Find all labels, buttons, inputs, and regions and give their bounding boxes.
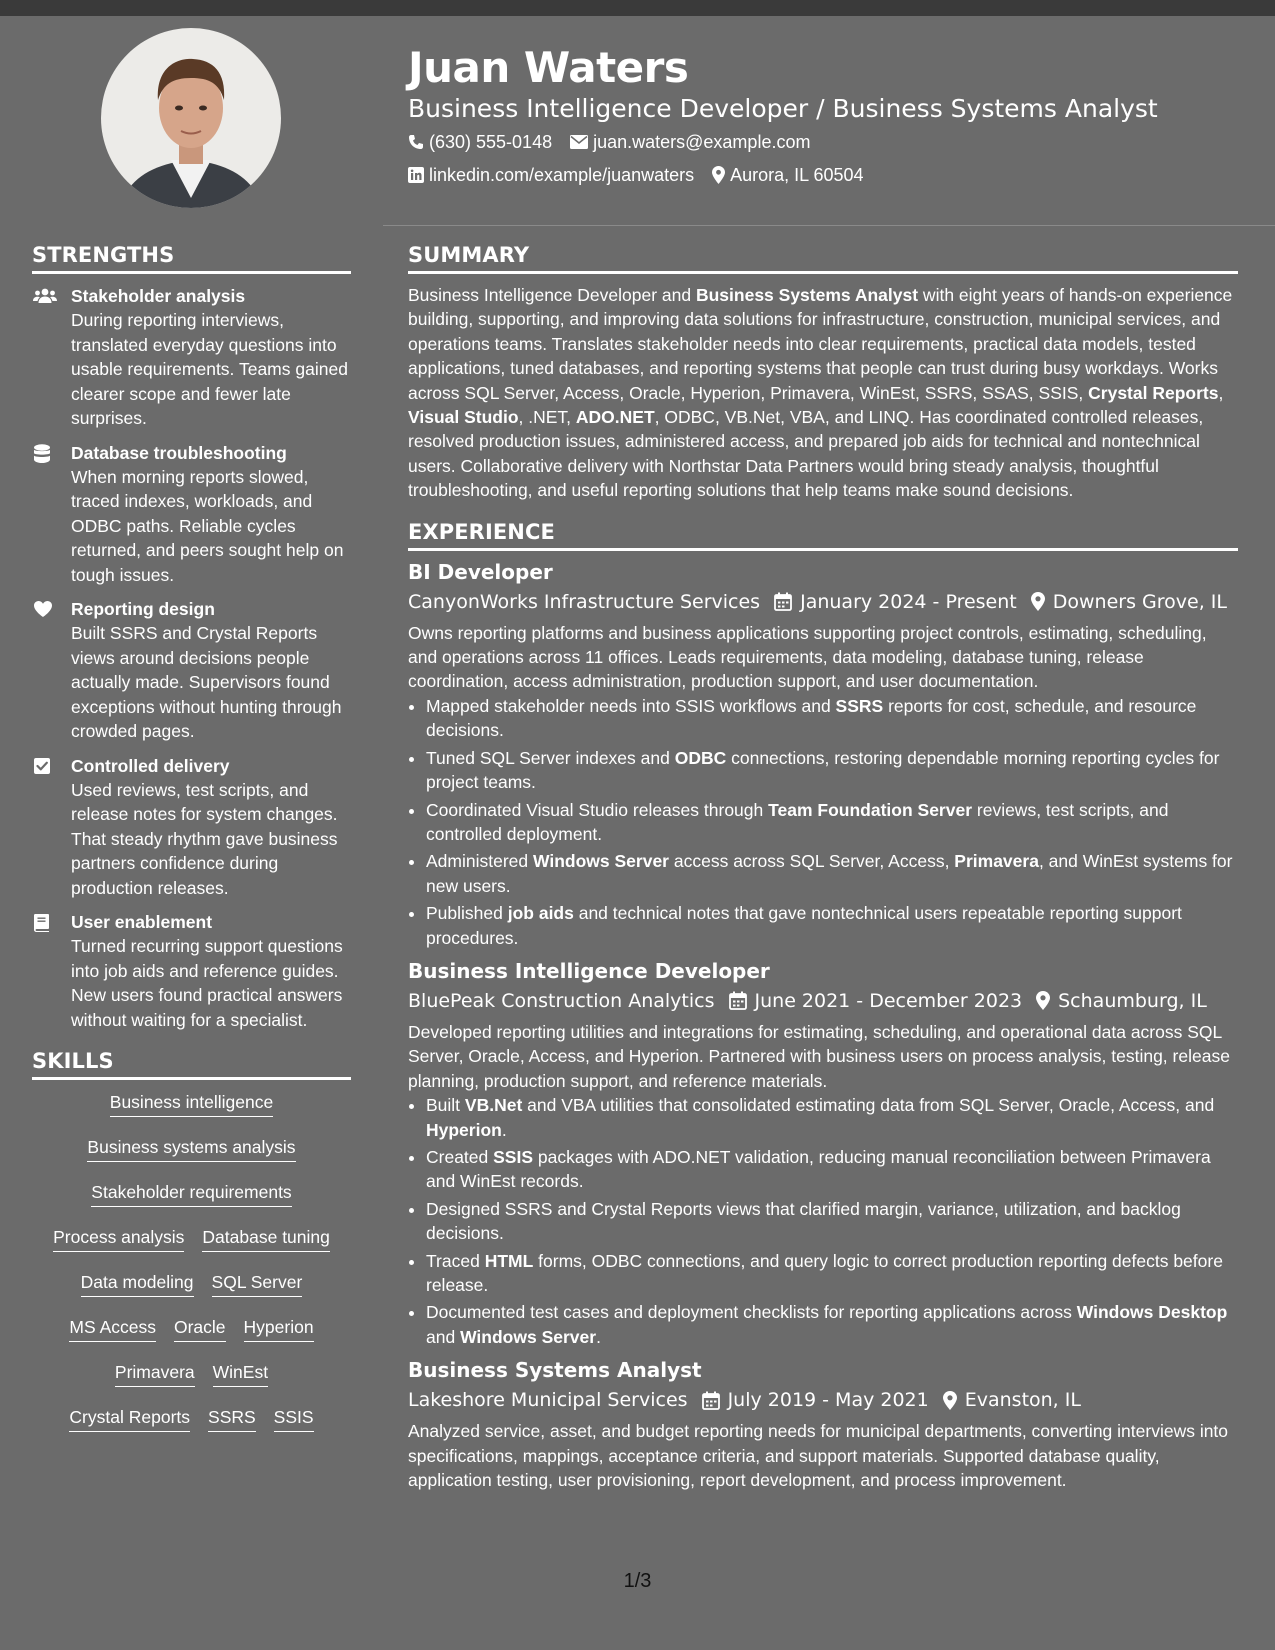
skill-tag: Crystal Reports bbox=[69, 1405, 190, 1432]
skill-row bbox=[32, 1225, 351, 1270]
bold-text: Windows Desktop bbox=[1076, 1302, 1228, 1323]
bold-text: Business Systems Analyst bbox=[695, 285, 919, 305]
job-location: Downers Grove, IL bbox=[1052, 590, 1227, 613]
skill-row bbox=[32, 1135, 351, 1180]
strength-description: Turned recurring support questions into job aids and reference guides. New users found practical answers without waiting for a specialist. bbox=[71, 936, 343, 1030]
location-pin-icon bbox=[712, 166, 725, 184]
strength-title: Reporting design bbox=[71, 599, 215, 619]
text-run: with eight years of hands-on experience building, supporting, and improving data solutions for infrastructure, construction, municipal services, and operations teams. Translates stakeholder needs into clear requirements, practical data models, tested applications, tuned databases, and reporting systems that people can trust during busy workdays. Works across SQL Server, Access, Oracle, Hyperion, Primavera, WinEst, SSRS, SSAS, SSIS, bbox=[408, 285, 1233, 403]
bold-text: Team Foundation Server bbox=[768, 799, 973, 820]
job-entry bbox=[408, 557, 1238, 950]
text-run: Tuned SQL Server indexes and bbox=[426, 747, 675, 768]
page-number: 1/3 bbox=[623, 1570, 652, 1592]
email-item[interactable] bbox=[570, 126, 810, 158]
linkedin-text[interactable]: linkedin.com/example/juanwaters bbox=[429, 165, 695, 185]
text-run: Mapped stakeholder needs into SSIS workflows and bbox=[426, 695, 836, 716]
skill-tag: Process analysis bbox=[53, 1225, 184, 1252]
email-text[interactable]: juan.waters@example.com bbox=[593, 132, 811, 152]
calendar-icon bbox=[729, 991, 747, 1010]
location-pin-icon bbox=[1031, 592, 1045, 611]
skills-list bbox=[32, 1090, 351, 1450]
text-run: and bbox=[426, 1326, 461, 1347]
skill-tag: Business systems analysis bbox=[87, 1135, 295, 1162]
location-pin-icon bbox=[943, 1391, 957, 1410]
text-run: Created bbox=[426, 1146, 494, 1167]
bold-text: SSIS bbox=[493, 1146, 534, 1167]
job-location: Schaumburg, IL bbox=[1058, 989, 1207, 1012]
strength-item bbox=[32, 597, 351, 744]
job-meta bbox=[408, 587, 1238, 617]
profile-photo bbox=[101, 28, 281, 208]
strength-body bbox=[71, 597, 351, 744]
job-bullet bbox=[426, 798, 1238, 847]
job-bullet bbox=[426, 694, 1238, 743]
text-run: , .NET, bbox=[518, 407, 576, 428]
contact-row-1 bbox=[408, 126, 1238, 158]
job-bullets bbox=[408, 1093, 1238, 1349]
skills-heading: SKILLS bbox=[32, 1046, 351, 1080]
strength-description: Used reviews, test scripts, and release notes for system changes. That steady rhythm gave business partners confidence during production releases. bbox=[71, 779, 338, 898]
job-company: CanyonWorks Infrastructure Services bbox=[408, 590, 761, 613]
job-company: BluePeak Construction Analytics bbox=[408, 989, 715, 1012]
skill-tag: Data modeling bbox=[81, 1270, 194, 1297]
skill-tag: MS Access bbox=[69, 1315, 156, 1342]
summary-heading: SUMMARY bbox=[408, 240, 1238, 274]
job-description: Owns reporting platforms and business applications supporting project controls, estimating, scheduling, and operations across 11 offices. Leads requirements, data modeling, database tuning, release coordination, access administration, production support, and user documentation. bbox=[408, 622, 1207, 692]
strength-description: When morning reports slowed, traced indexes, workloads, and ODBC paths. Reliable cycles returned, and peers sought help on tough issues. bbox=[71, 466, 344, 585]
skill-row bbox=[32, 1360, 351, 1405]
strength-item bbox=[32, 284, 351, 431]
strength-title: Stakeholder analysis bbox=[71, 286, 246, 306]
strength-item bbox=[32, 754, 351, 901]
text-run: Traced bbox=[426, 1250, 485, 1271]
job-bullet bbox=[426, 1197, 1238, 1246]
skill-row bbox=[32, 1405, 351, 1450]
bold-text: VB.Net bbox=[464, 1095, 523, 1116]
job-meta bbox=[408, 1385, 1238, 1415]
strength-body bbox=[71, 754, 351, 901]
text-run: , ODBC, VB.Net, VBA, and LINQ. Has coordinated controlled releases, resolved production issues, administered access, and prepared job aids for technical and nontechnical users. Collaborative delivery with Northstar Data Partners would bring steady analysis, thoughtful troubleshooting, and useful reporting solutions that help teams make sound decisions. bbox=[408, 407, 1204, 501]
strengths-list bbox=[32, 284, 351, 1032]
job-dates: July 2019 - May 2021 bbox=[727, 1389, 929, 1412]
text-run: forms, ODBC connections, and query logic to correct production reporting defects before release. bbox=[426, 1250, 1223, 1295]
text-run: , and WinEst systems for new users. bbox=[426, 851, 1233, 896]
skill-tag: WinEst bbox=[213, 1360, 268, 1387]
text-run: Built bbox=[426, 1095, 465, 1116]
text-run: Administered bbox=[426, 851, 533, 872]
book-icon bbox=[32, 910, 71, 1032]
job-bullets bbox=[408, 694, 1238, 950]
text-run: Business Intelligence Developer and bbox=[408, 285, 696, 305]
resume-header bbox=[408, 40, 1238, 191]
bold-text: Crystal Reports bbox=[1088, 382, 1219, 403]
bold-text: Hyperion bbox=[426, 1119, 502, 1140]
candidate-name: Juan Waters bbox=[408, 43, 689, 92]
text-run: and technical notes that gave nontechnical users repeatable reporting support procedures. bbox=[426, 903, 1182, 948]
strength-title: Controlled delivery bbox=[71, 755, 230, 776]
strength-body bbox=[71, 910, 351, 1032]
linkedin-icon bbox=[408, 167, 424, 183]
skill-tag: Primavera bbox=[115, 1360, 195, 1387]
strength-body bbox=[71, 284, 351, 431]
job-title: Business Systems Analyst bbox=[408, 1358, 702, 1383]
calendar-icon bbox=[702, 1391, 720, 1410]
job-meta bbox=[408, 986, 1238, 1016]
strength-item bbox=[32, 910, 351, 1032]
bold-text: HTML bbox=[484, 1250, 534, 1271]
location-text: Aurora, IL 60504 bbox=[730, 165, 864, 185]
skill-row bbox=[32, 1270, 351, 1315]
text-run: . bbox=[596, 1326, 601, 1347]
users-icon bbox=[32, 284, 71, 431]
job-bullet bbox=[426, 1145, 1238, 1194]
job-description: Analyzed service, asset, and budget reporting needs for municipal departments, converting interviews into specifications, mappings, acceptance criteria, and support materials. Supported database quality, application testing, user provisioning, report development, and process improvement. bbox=[408, 1421, 1229, 1491]
bold-text: ADO.NET bbox=[575, 407, 655, 428]
skill-tag: Database tuning bbox=[202, 1225, 329, 1252]
contact-row-2 bbox=[408, 159, 1238, 191]
text-run: , bbox=[1218, 382, 1224, 403]
phone-text: (630) 555-0148 bbox=[429, 132, 553, 152]
job-description: Developed reporting utilities and integrations for estimating, scheduling, and operational data across SQL Server, Oracle, Access, and Hyperion. Partnered with business users on process analysis, testing, release planning, production support, and reference materials. bbox=[408, 1021, 1230, 1091]
job-title: Business Intelligence Developer bbox=[408, 958, 770, 983]
job-dates: January 2024 - Present bbox=[800, 590, 1017, 613]
text-run: access across SQL Server, Access, bbox=[669, 851, 955, 872]
jobs-list bbox=[408, 557, 1238, 1493]
job-bullet bbox=[426, 1249, 1238, 1298]
location-pin-icon bbox=[1036, 991, 1050, 1010]
header-divider bbox=[383, 225, 1275, 226]
job-company: Lakeshore Municipal Services bbox=[408, 1389, 688, 1412]
bold-text: Visual Studio bbox=[408, 407, 519, 428]
job-title: BI Developer bbox=[408, 559, 553, 584]
strength-body bbox=[71, 441, 351, 588]
skill-tag: Oracle bbox=[174, 1315, 226, 1342]
text-run: Designed SSRS and Crystal Reports views that clarified margin, variance, utilization, and backlog decisions. bbox=[426, 1198, 1181, 1244]
strength-title: Database troubleshooting bbox=[71, 442, 287, 463]
text-run: Coordinated Visual Studio releases through bbox=[426, 799, 769, 820]
heart-icon bbox=[32, 597, 71, 744]
text-run: Documented test cases and deployment checklists for reporting applications across bbox=[426, 1302, 1077, 1323]
bold-text: job aids bbox=[507, 903, 574, 924]
bold-text: Windows Server bbox=[533, 851, 669, 872]
bold-text: Windows Server bbox=[460, 1326, 597, 1347]
strength-item bbox=[32, 441, 351, 588]
linkedin-item[interactable] bbox=[408, 159, 694, 191]
database-icon bbox=[32, 441, 71, 588]
skill-row bbox=[32, 1180, 351, 1225]
strength-description: During reporting interviews, translated everyday questions into usable requirements. Teams gained clearer scope and fewer late surprises. bbox=[71, 310, 348, 428]
text-run: Published bbox=[426, 903, 508, 924]
job-entry bbox=[408, 956, 1238, 1349]
job-entry bbox=[408, 1355, 1238, 1492]
skill-row bbox=[32, 1315, 351, 1360]
check-square-icon bbox=[32, 754, 71, 901]
skill-tag: Stakeholder requirements bbox=[91, 1180, 291, 1207]
left-column bbox=[32, 240, 351, 1450]
text-run: reports for cost, schedule, and resource decisions. bbox=[426, 695, 1197, 741]
skill-tag: Hyperion bbox=[244, 1315, 314, 1342]
job-bullet bbox=[426, 901, 1238, 950]
text-run: reviews, test scripts, and controlled deployment. bbox=[426, 799, 1169, 844]
top-bar bbox=[0, 0, 1275, 16]
job-location: Evanston, IL bbox=[964, 1389, 1081, 1412]
location-item bbox=[712, 159, 863, 191]
phone-icon bbox=[408, 134, 424, 150]
envelope-icon bbox=[570, 135, 588, 149]
bold-text: ODBC bbox=[674, 747, 727, 768]
job-bullet bbox=[426, 746, 1238, 795]
bold-text: SSRS bbox=[835, 695, 884, 716]
text-run: and VBA utilities that consolidated estimating data from SQL Server, Oracle, Access, and bbox=[522, 1095, 1215, 1116]
text-run: connections, restoring dependable morning reporting cycles for project teams. bbox=[426, 747, 1220, 793]
job-bullet bbox=[426, 1093, 1238, 1142]
text-run: packages with ADO.NET validation, reducing manual reconciliation between Primavera and WinEst records. bbox=[426, 1146, 1211, 1192]
job-bullet bbox=[426, 849, 1238, 898]
experience-heading: EXPERIENCE bbox=[408, 517, 1238, 551]
skill-tag: Business intelligence bbox=[110, 1090, 273, 1117]
phone-item bbox=[408, 126, 552, 158]
strength-description: Built SSRS and Crystal Reports views around decisions people actually made. Supervisors found exceptions without hunting through crowded pages. bbox=[71, 623, 342, 741]
bold-text: Primavera bbox=[954, 851, 1039, 872]
skill-tag: SSRS bbox=[208, 1405, 256, 1432]
right-column bbox=[408, 240, 1238, 1492]
job-bullet bbox=[426, 1300, 1238, 1349]
skill-tag: SQL Server bbox=[212, 1270, 303, 1297]
calendar-icon bbox=[774, 592, 792, 611]
text-run: . bbox=[501, 1119, 507, 1140]
strength-title: User enablement bbox=[71, 912, 213, 932]
summary-paragraph bbox=[408, 283, 1238, 503]
job-dates: June 2021 - December 2023 bbox=[754, 989, 1023, 1012]
skill-row bbox=[32, 1090, 351, 1135]
skill-tag: SSIS bbox=[274, 1405, 314, 1432]
strengths-heading: STRENGTHS bbox=[32, 240, 351, 274]
candidate-headline: Business Intelligence Developer / Business Systems Analyst bbox=[408, 94, 1158, 123]
